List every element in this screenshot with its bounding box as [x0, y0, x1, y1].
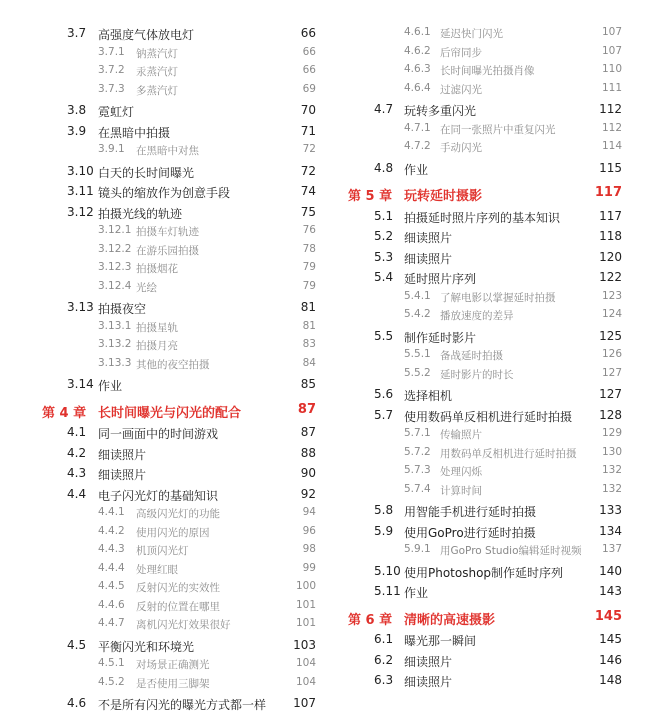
entry-title: 高级闪光灯的功能 — [136, 508, 220, 520]
entry-title: 传输照片 — [440, 429, 482, 441]
entry-page-number: 107 — [601, 44, 622, 57]
entry-page-number: 87 — [300, 425, 316, 439]
entry-page-number: 128 — [599, 407, 622, 422]
entry-number: 5.11 — [374, 584, 401, 598]
entry-page-number: 83 — [302, 338, 316, 350]
entry-number: 4.4 — [67, 486, 87, 501]
entry-page-number: 133 — [599, 503, 622, 517]
entry-title: 延时照片序列 — [404, 272, 477, 286]
entry-page-number: 76 — [302, 224, 316, 236]
entry-page-number: 148 — [599, 673, 622, 687]
entry-page-number: 79 — [302, 279, 316, 292]
entry-number: 4.5.2 — [98, 675, 125, 688]
entry-number: 5.3 — [374, 249, 394, 264]
entry-title: 在黑暗中对焦 — [136, 145, 199, 157]
entry-number: 4.2 — [67, 445, 87, 460]
entry-number: 3.7.2 — [98, 64, 125, 76]
entry-number: 4.6.2 — [404, 44, 431, 57]
entry-title: 细读照片 — [404, 654, 453, 669]
entry-page-number: 100 — [295, 580, 316, 592]
entry-page-number: 99 — [302, 561, 316, 574]
entry-title: 曝光那一瞬间 — [404, 634, 477, 648]
entry-number: 4.7 — [374, 102, 394, 116]
entry-page-number: 94 — [302, 506, 316, 518]
entry-title: 手动闪光 — [440, 142, 482, 154]
entry-number: 3.12.3 — [98, 261, 132, 273]
entry-number: 4.1 — [67, 425, 87, 439]
entry-number: 4.6.3 — [404, 63, 431, 75]
entry-title: 机顶闪光灯 — [136, 545, 189, 557]
entry-number: 4.4.2 — [98, 524, 125, 537]
entry-number: 3.9 — [67, 123, 87, 138]
entry-title: 玩转多重闪光 — [404, 104, 477, 118]
entry-number: 5.9.1 — [404, 543, 431, 555]
entry-page-number: 145 — [594, 608, 622, 624]
entry-title: 了解电影以掌握延时拍摄 — [440, 291, 556, 304]
entry-title: 反射的位置在哪里 — [136, 600, 220, 613]
entry-title: 使用GoPro进行延时拍摄 — [404, 525, 536, 540]
entry-title: 处理闪烁 — [440, 466, 482, 478]
entry-page-number: 127 — [599, 387, 622, 401]
entry-title: 长时间曝光拍摄肖像 — [440, 65, 535, 77]
entry-title: 细读照片 — [404, 231, 453, 245]
entry-title: 选择相机 — [404, 389, 453, 403]
entry-number: 5.5.2 — [404, 366, 431, 379]
entry-title: 玩转延时摄影 — [404, 189, 483, 204]
entry-title: 是否使用三脚架 — [136, 677, 210, 690]
entry-number: 3.8 — [67, 103, 87, 117]
entry-number: 5.6 — [374, 387, 394, 401]
entry-page-number: 140 — [599, 563, 622, 578]
entry-page-number: 120 — [599, 249, 622, 264]
entry-title: 拍摄夜空 — [98, 302, 147, 316]
entry-title: 清晰的高速摄影 — [404, 612, 496, 628]
entry-page-number: 66 — [302, 45, 316, 58]
entry-title: 对场景正确测光 — [136, 659, 210, 671]
entry-page-number: 85 — [300, 377, 316, 391]
entry-number: 5.7.4 — [404, 482, 431, 495]
entry-number: 3.12.2 — [98, 242, 132, 255]
entry-title: 后帘同步 — [440, 46, 482, 59]
entry-number: 6.1 — [374, 632, 394, 646]
entry-page-number: 112 — [599, 102, 622, 116]
entry-title: 平衡闪光和环境光 — [98, 639, 195, 654]
entry-number: 4.4.7 — [98, 617, 125, 629]
entry-title: 同一画面中的时间游戏 — [98, 427, 219, 441]
entry-title: 用智能手机进行延时拍摄 — [404, 505, 537, 519]
entry-page-number: 72 — [300, 163, 316, 178]
entry-page-number: 72 — [302, 143, 316, 155]
entry-number: 3.7.3 — [98, 82, 125, 95]
entry-number: 5.7.3 — [404, 464, 431, 476]
entry-page-number: 96 — [302, 524, 316, 537]
entry-title: 使用数码单反相机进行延时拍摄 — [404, 409, 573, 424]
entry-page-number: 115 — [599, 160, 622, 175]
entry-number: 5.1 — [374, 208, 394, 223]
entry-title: 白天的长时间曝光 — [98, 165, 195, 180]
entry-page-number: 78 — [302, 242, 316, 255]
entry-page-number: 123 — [601, 289, 622, 302]
entry-title: 延迟快门闪光 — [440, 28, 503, 40]
entry-page-number: 114 — [601, 140, 622, 152]
entry-page-number: 117 — [594, 185, 622, 200]
entry-number: 3.12 — [67, 204, 94, 219]
entry-page-number: 69 — [302, 82, 316, 95]
entry-title: 拍摄烟花 — [136, 263, 178, 275]
entry-title: 霓虹灯 — [98, 105, 135, 119]
entry-number: 5.7.2 — [404, 445, 431, 458]
entry-page-number: 117 — [599, 208, 622, 223]
entry-number: 4.4.6 — [98, 598, 125, 611]
entry-title: 制作延时影片 — [404, 330, 477, 345]
entry-page-number: 125 — [599, 328, 622, 343]
entry-title: 拍摄延时照片序列的基本知识 — [404, 210, 561, 225]
entry-title: 汞蒸汽灯 — [136, 66, 178, 78]
entry-title: 细读照片 — [404, 251, 453, 266]
entry-number: 5.2 — [374, 229, 394, 243]
entry-page-number: 137 — [601, 543, 622, 555]
entry-number: 4.7.2 — [404, 140, 431, 152]
entry-page-number: 90 — [300, 466, 316, 480]
entry-page-number: 112 — [601, 121, 622, 134]
entry-title: 电子闪光灯的基础知识 — [98, 488, 219, 503]
entry-page-number: 132 — [601, 482, 622, 495]
entry-title: 高强度气体放电灯 — [98, 28, 195, 42]
entry-page-number: 104 — [295, 675, 316, 688]
entry-number: 5.4.2 — [404, 308, 431, 320]
entry-page-number: 111 — [601, 81, 622, 94]
entry-title: 反射闪光的实效性 — [136, 582, 220, 594]
entry-title: 使用闪光的原因 — [136, 526, 210, 539]
entry-page-number: 74 — [300, 184, 316, 198]
entry-number: 3.7.1 — [98, 45, 125, 58]
entry-number: 4.6.1 — [404, 26, 431, 38]
entry-number: 3.7 — [67, 26, 87, 40]
entry-number: 3.13.2 — [98, 338, 132, 350]
entry-number: 3.13.1 — [98, 319, 132, 332]
entry-number: 4.6.4 — [404, 81, 431, 94]
entry-number: 3.9.1 — [98, 143, 125, 155]
entry-number: 4.4.1 — [98, 506, 125, 518]
entry-number: 6.2 — [374, 652, 394, 667]
entry-title: 计算时间 — [440, 484, 482, 497]
entry-number: 5.4.1 — [404, 289, 431, 302]
entry-title: 钠蒸汽灯 — [136, 47, 178, 60]
entry-title: 用GoPro Studio编辑延时视频 — [440, 545, 582, 557]
entry-title: 拍摄车灯轨迹 — [136, 226, 199, 238]
entry-title: 在黑暗中拍摄 — [98, 125, 171, 140]
entry-page-number: 103 — [293, 637, 316, 652]
entry-title: 多蒸汽灯 — [136, 84, 178, 97]
entry-page-number: 107 — [293, 696, 316, 710]
entry-number: 4.7.1 — [404, 121, 431, 134]
entry-number: 第 6 章 — [348, 612, 393, 628]
entry-title: 在游乐园拍摄 — [136, 244, 199, 257]
entry-page-number: 124 — [601, 308, 622, 320]
entry-title: 镜头的缩放作为创意手段 — [98, 186, 231, 200]
entry-title: 备战延时拍摄 — [440, 350, 503, 362]
entry-number: 3.12.4 — [98, 279, 132, 292]
entry-page-number: 122 — [599, 270, 622, 284]
entry-page-number: 127 — [601, 366, 622, 379]
entry-number: 5.9 — [374, 523, 394, 538]
entry-page-number: 104 — [295, 657, 316, 669]
entry-title: 延时影片的时长 — [440, 368, 514, 381]
entry-page-number: 101 — [295, 598, 316, 611]
entry-page-number: 71 — [300, 123, 316, 138]
entry-number: 3.13 — [67, 300, 94, 314]
entry-number: 5.7.1 — [404, 427, 431, 439]
entry-number: 4.3 — [67, 466, 87, 480]
entry-number: 第 4 章 — [42, 405, 87, 421]
entry-title: 作业 — [98, 379, 123, 393]
entry-title: 细读照片 — [98, 447, 147, 462]
entry-page-number: 118 — [599, 229, 622, 243]
entry-title: 离机闪光灯效果很好 — [136, 619, 231, 631]
entry-page-number: 66 — [300, 26, 316, 40]
entry-title: 细读照片 — [404, 675, 453, 689]
entry-title: 用数码单反相机进行延时拍摄 — [440, 447, 577, 460]
entry-number: 4.5 — [67, 637, 87, 652]
entry-title: 处理红眼 — [136, 563, 178, 576]
entry-page-number: 132 — [601, 464, 622, 476]
entry-page-number: 126 — [601, 348, 622, 360]
entry-page-number: 92 — [300, 486, 316, 501]
entry-number: 4.4.4 — [98, 561, 125, 574]
entry-page-number: 70 — [300, 103, 316, 117]
entry-title: 不是所有闪光的曝光方式都一样 — [98, 698, 267, 712]
entry-title: 细读照片 — [98, 468, 147, 482]
entry-page-number: 84 — [302, 356, 316, 369]
entry-number: 4.6 — [67, 696, 87, 710]
entry-number: 3.12.1 — [98, 224, 132, 236]
entry-title: 作业 — [404, 162, 429, 177]
entry-title: 拍摄星轨 — [136, 321, 178, 334]
entry-number: 3.10 — [67, 163, 94, 178]
entry-title: 其他的夜空拍摄 — [136, 358, 210, 371]
entry-number: 3.14 — [67, 377, 94, 391]
entry-title: 在同一张照片中重复闪光 — [440, 123, 556, 136]
entry-number: 4.4.3 — [98, 543, 125, 555]
entry-page-number: 145 — [599, 632, 622, 646]
entry-page-number: 134 — [599, 523, 622, 538]
entry-page-number: 88 — [300, 445, 316, 460]
entry-number: 5.8 — [374, 503, 394, 517]
entry-title: 长时间曝光与闪光的配合 — [98, 405, 242, 421]
entry-title: 播放速度的差异 — [440, 310, 514, 322]
entry-title: 拍摄光线的轨迹 — [98, 206, 183, 221]
entry-number: 3.11 — [67, 184, 94, 198]
entry-number: 4.8 — [374, 160, 394, 175]
entry-title: 拍摄月亮 — [136, 340, 178, 352]
entry-number: 5.7 — [374, 407, 394, 422]
entry-page-number: 146 — [599, 652, 622, 667]
entry-title: 光绘 — [136, 281, 157, 294]
entry-number: 5.5.1 — [404, 348, 431, 360]
entry-page-number: 101 — [295, 617, 316, 629]
entry-number: 3.13.3 — [98, 356, 132, 369]
entry-number: 4.4.5 — [98, 580, 125, 592]
entry-number: 5.4 — [374, 270, 394, 284]
entry-page-number: 98 — [302, 543, 316, 555]
entry-page-number: 81 — [302, 319, 316, 332]
entry-number: 5.10 — [374, 563, 401, 578]
entry-page-number: 107 — [601, 26, 622, 38]
entry-number: 4.5.1 — [98, 657, 125, 669]
entry-page-number: 130 — [601, 445, 622, 458]
entry-title: 过滤闪光 — [440, 83, 482, 96]
entry-page-number: 81 — [300, 300, 316, 314]
entry-page-number: 79 — [302, 261, 316, 273]
entry-page-number: 75 — [300, 204, 316, 219]
entry-page-number: 129 — [601, 427, 622, 439]
entry-page-number: 143 — [599, 584, 622, 598]
entry-number: 6.3 — [374, 673, 394, 687]
entry-number: 第 5 章 — [348, 189, 393, 204]
entry-title: 使用Photoshop制作延时序列 — [404, 565, 564, 580]
entry-page-number: 87 — [297, 401, 316, 417]
entry-title: 作业 — [404, 586, 429, 600]
entry-number: 5.5 — [374, 328, 394, 343]
entry-page-number: 110 — [601, 63, 622, 75]
entry-page-number: 66 — [302, 64, 316, 76]
